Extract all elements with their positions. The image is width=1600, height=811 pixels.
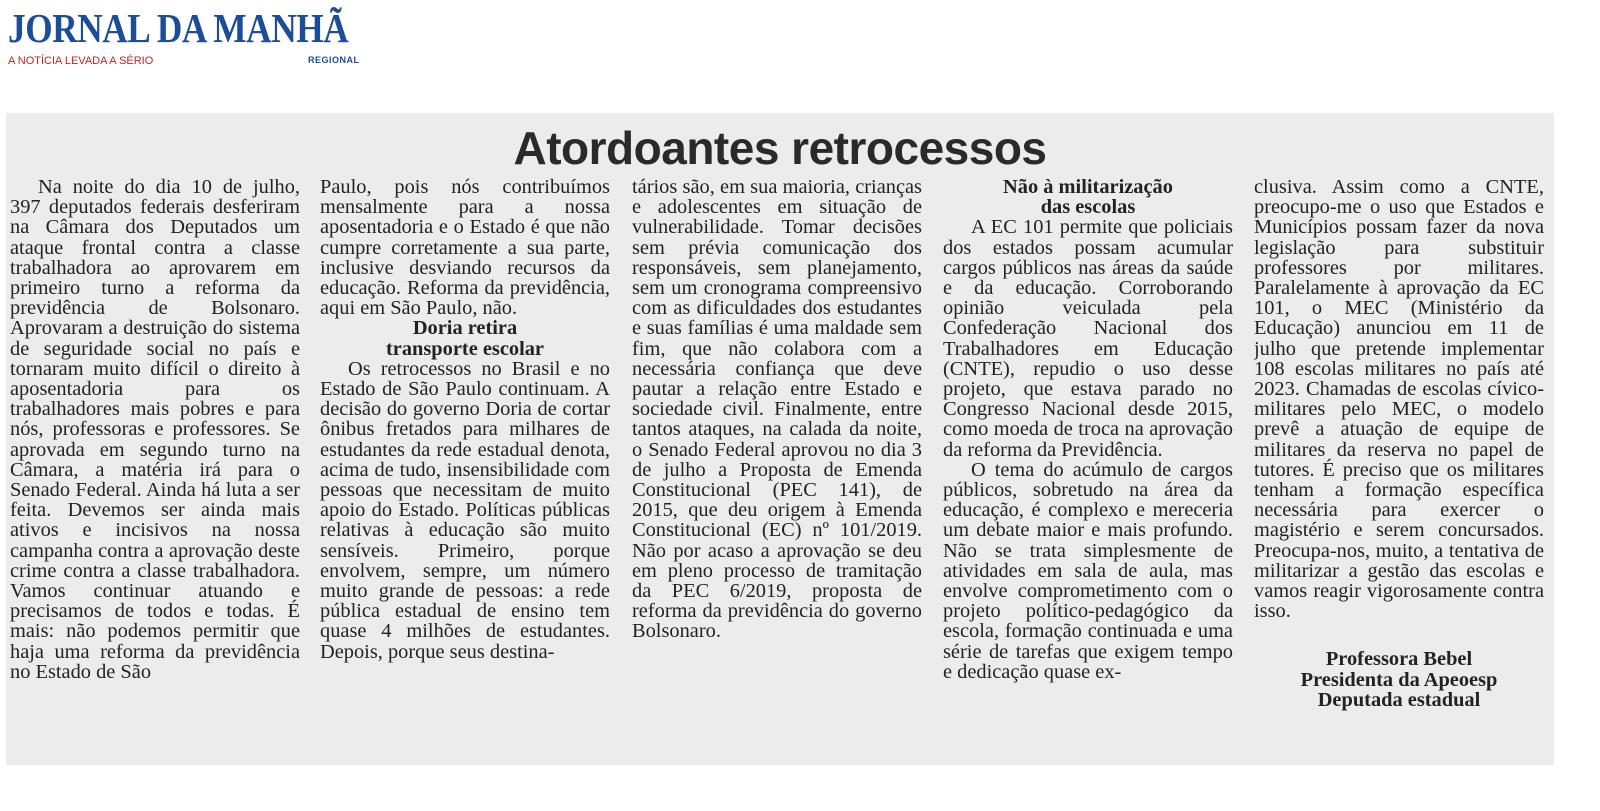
author-signature bbox=[1254, 649, 1544, 710]
article-column-2 bbox=[320, 177, 610, 761]
subhead-line: das escolas bbox=[1040, 196, 1136, 219]
subhead-line: transporte escolar bbox=[386, 337, 544, 360]
article-column-1 bbox=[10, 177, 300, 761]
article-column-5 bbox=[1254, 177, 1544, 761]
masthead bbox=[8, 2, 368, 68]
subhead-line: Doria retira bbox=[412, 317, 518, 340]
article-headline: Atordoantes retrocessos bbox=[513, 122, 1047, 174]
author-name: Professora Bebel bbox=[1325, 648, 1473, 671]
article-column-3 bbox=[632, 177, 922, 761]
paragraph: O tema do acúmulo de cargos públicos, sobretudo na área da educação, é complexo e mereceria um debate maior e mais profundo. Não se trata simplesmente de atividades em sala de aula, mas envolve comprometimento com o projeto político-pedagógico da escola, formação continuada e uma série de tarefas que exigem tempo e dedicação quase ex- bbox=[943, 458, 1233, 683]
paragraph: Paulo, pois nós contribuímos mensalmente para a nossa aposentadoria e o Estado é que não cumpre corretamente a sua parte, inclusive desviando recursos da educação. Reforma da previdência, aqui em São Paulo, não. bbox=[320, 177, 610, 320]
masthead-tagline: A NOTÍCIA LEVADA A SÉRIO bbox=[8, 55, 154, 67]
paragraph: Os retrocessos no Brasil e no Estado de São Paulo continuam. A decisão do governo Doria de cortar ônibus fretados para milhares de estudantes da rede estadual denota, acima de tudo, insensibilidade com pessoas que necessitam de muito apoio do Estado. Políticas públicas relativas à educação são muito sensíveis. Primeiro, porque envolvem, sempre, um número muito grande de pessoas: a rede pública estadual de ensino tem quase 4 milhões de estudantes. Depois, porque seus destina- bbox=[320, 357, 610, 663]
author-role: Presidenta da Apeoesp bbox=[1300, 668, 1498, 691]
paragraph: A EC 101 permite que policiais dos estados possam acumular cargos públicos nas áreas da saúde e da educação. Corroborando opinião veiculada pela Confederação Nacional dos Trabalhadores em Educação (CNTE), repudio o uso desse projeto, que estava parado no Congresso Nacional desde 2015, como moeda de troca na aprovação da reforma da Previdência. bbox=[943, 216, 1233, 461]
article-column-4 bbox=[943, 177, 1233, 761]
section-subhead bbox=[943, 177, 1233, 217]
paragraph: Na noite do dia 10 de julho, 397 deputados federais desferiram na Câmara dos Deputados um ataque frontal contra a classe trabalhadora ao aprovarem em primeiro turno a reforma da previdência de Bolsonaro. Aprovaram a destruição do sistema de seguridade social no país e tornaram muito difícil o direito à aposentadoria para os trabalhadores mais pobres e para nós, professoras e professores. Se aprovada em segundo turno na Câmara, a matéria irá para o Senado Federal. Ainda há luta a ser feita. Devemos ser ainda mais ativos e incisivos na nossa campanha contra a aprovação deste crime contra a classe trabalhadora. Vamos continuar atuando e precisamos de todos e todas. É mais: não podemos permitir que haja uma reforma da previdência no Estado de São bbox=[10, 177, 300, 683]
masthead-regional-label: REGIONAL bbox=[308, 55, 360, 65]
masthead-title: JORNAL DA MANHÃ bbox=[8, 5, 349, 51]
article-clipping bbox=[6, 113, 1554, 765]
section-subhead bbox=[320, 318, 610, 358]
author-role: Deputada estadual bbox=[1317, 688, 1481, 711]
subhead-line: Não à militarização bbox=[1003, 177, 1173, 198]
paragraph: clusiva. Assim como a CNTE, preocupo-me o uso que Estados e Municípios possam fazer da nova legislação para substituir professores por militares. Paralelamente à aprovação da EC 101, o MEC (Ministério da Educação) anunciou em 11 de julho que pretende implementar 108 escolas militares no país até 2023. Chamadas de escolas cívico-militares pelo MEC, o modelo prevê a atuação de equipe de militares da reserva no papel de tutores. É preciso que os militares tenham a formação específica necessária para exercer o magistério e serem concursados. Preocupa-nos, muito, a tentativa de militarizar a gestão das escolas e vamos reagir vigorosamente contra isso. bbox=[1254, 177, 1544, 623]
paragraph: tários são, em sua maioria, crianças e adolescentes em situação de vulnerabilidade. Tomar decisões sem prévia comunicação dos responsáveis, sem planejamento, sem um cronograma compreensivo com as dificuldades dos estudantes e suas famílias é uma maldade sem fim, que não colabora com a necessária confiança que deve pautar a relação entre Estado e sociedade civil. Finalmente, entre tantos ataques, na calada da noite, o Senado Federal aprovou no dia 3 de julho a Proposta de Emenda Constitucional (PEC 141), de 2015, que deu origem à Emenda Constitucional (EC) nº 101/2019. Não por acaso a aprovação se deu em pleno processo de tramitação da PEC 6/2019, proposta de reforma da previdência do governo Bolsonaro. bbox=[632, 177, 922, 643]
